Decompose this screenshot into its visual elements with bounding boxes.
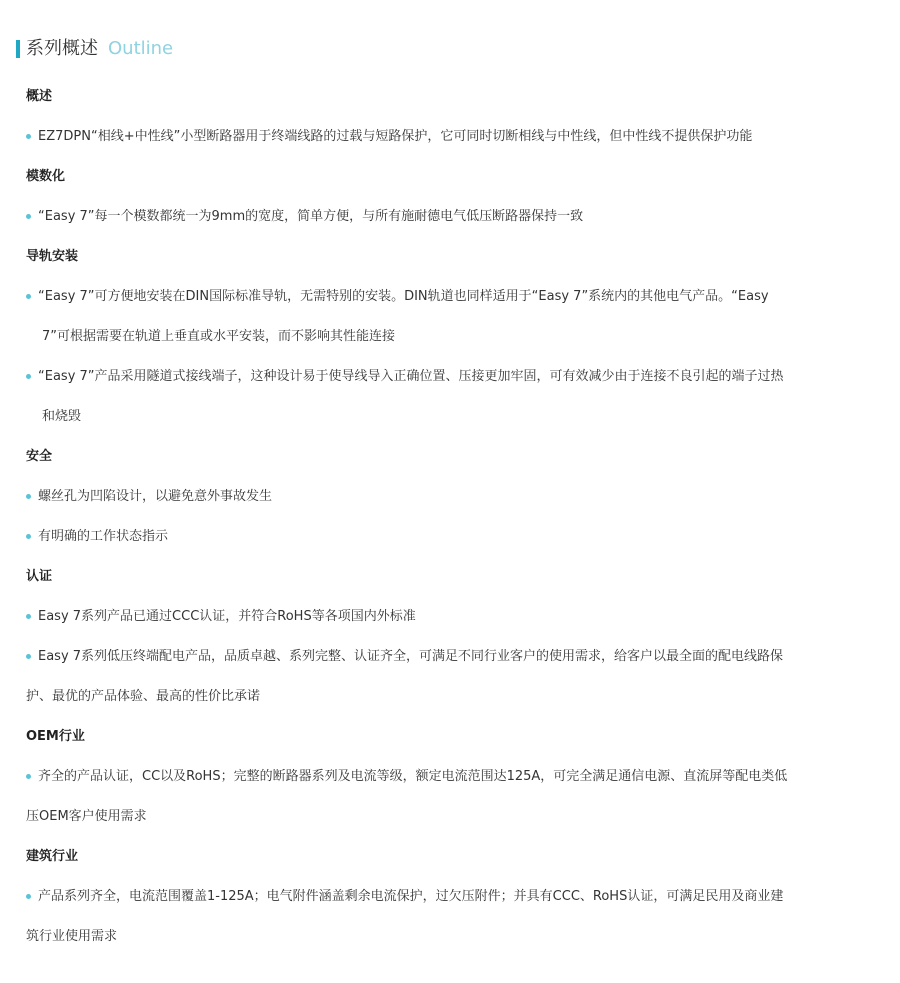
list-item-text [38, 277, 846, 357]
section-heading: 模数化 [26, 169, 66, 184]
list-item-line: EZ7DPN“相线+中性线”小型断路器用于终端线路的过载与短路保护，它可同时切断相线与中性线，但中性线不提供保护功能 [38, 129, 753, 144]
list-item [26, 597, 846, 637]
list-item [26, 117, 846, 157]
list-item-line: 和烧毁 [42, 409, 82, 424]
bullet-dot-icon [26, 614, 31, 619]
list-item-text [26, 637, 846, 717]
section-title-bar [16, 38, 173, 60]
bullet-dot-icon [26, 894, 31, 899]
list-item-line: 护、最优的产品体验、最高的性价比承诺 [26, 689, 261, 704]
bullet-dot-icon [26, 654, 31, 659]
outline-content [26, 77, 846, 957]
list-item [26, 197, 846, 237]
list-item-line: Easy 7系列低压终端配电产品，品质卓越、系列完整、认证齐全，可满足不同行业客户的使用需求，给客户以最全面的配电线路保 [38, 649, 784, 664]
title-accent-bar [16, 40, 20, 58]
bullet-dot-icon [26, 214, 31, 219]
list-item-line: 7”可根据需要在轨道上垂直或水平安装，而不影响其性能连接 [42, 329, 396, 344]
list-item [26, 277, 846, 357]
list-item-text [38, 517, 846, 557]
list-item [26, 877, 846, 957]
list-item-text [38, 597, 846, 637]
bullet-dot-icon [26, 774, 31, 779]
bullet-dot-icon [26, 494, 31, 499]
list-item-text [26, 757, 846, 837]
list-item-line: 有明确的工作状态指示 [38, 529, 169, 544]
list-item-text [38, 357, 846, 437]
list-item [26, 357, 846, 437]
list-item-text [26, 877, 846, 957]
list-item-line: “Easy 7”可方便地安装在DIN国际标准导轨，无需特别的安装。DIN轨道也同样适用于“Easy 7”系统内的其他电气产品。“Easy [38, 289, 769, 304]
list-item-line: “Easy 7”每一个模数都统一为9mm的宽度，简单方便，与所有施耐德电气低压断路器保持一致 [38, 209, 584, 224]
page-title-english: Outline [108, 38, 174, 59]
bullet-dot-icon [26, 134, 31, 139]
section-heading: OEM行业 [26, 729, 85, 744]
page-title: 系列概述 [26, 38, 98, 59]
list-item-text [38, 117, 846, 157]
section-heading: 导轨安装 [26, 249, 79, 264]
list-item-line: 螺丝孔为凹陷设计，以避免意外事故发生 [38, 489, 273, 504]
section-heading: 概述 [26, 89, 53, 104]
list-item-line: 齐全的产品认证，CC以及RoHS；完整的断路器系列及电流等级，额定电流范围达125A，可完全满足通信电源、直流屏等配电类低 [38, 769, 788, 784]
section-heading: 认证 [26, 569, 53, 584]
list-item-line: “Easy 7”产品采用隧道式接线端子，这种设计易于使导线导入正确位置、压接更加牢固，可有效减少由于连接不良引起的端子过热 [38, 369, 784, 384]
list-item [26, 517, 846, 557]
section-heading: 建筑行业 [26, 849, 79, 864]
list-item [26, 757, 846, 837]
bullet-dot-icon [26, 374, 31, 379]
section-heading: 安全 [26, 449, 53, 464]
bullet-dot-icon [26, 534, 31, 539]
list-item-text [38, 197, 846, 237]
list-item-line: 产品系列齐全，电流范围覆盖1-125A；电气附件涵盖剩余电流保护，过欠压附件；并具有CCC、RoHS认证，可满足民用及商业建 [38, 889, 784, 904]
list-item-line: Easy 7系列产品已通过CCC认证，并符合RoHS等各项国内外标准 [38, 609, 416, 624]
list-item [26, 637, 846, 717]
list-item [26, 477, 846, 517]
list-item-line: 筑行业使用需求 [26, 929, 118, 944]
list-item-line: 压OEM客户使用需求 [26, 809, 147, 824]
bullet-dot-icon [26, 294, 31, 299]
list-item-text [38, 477, 846, 517]
